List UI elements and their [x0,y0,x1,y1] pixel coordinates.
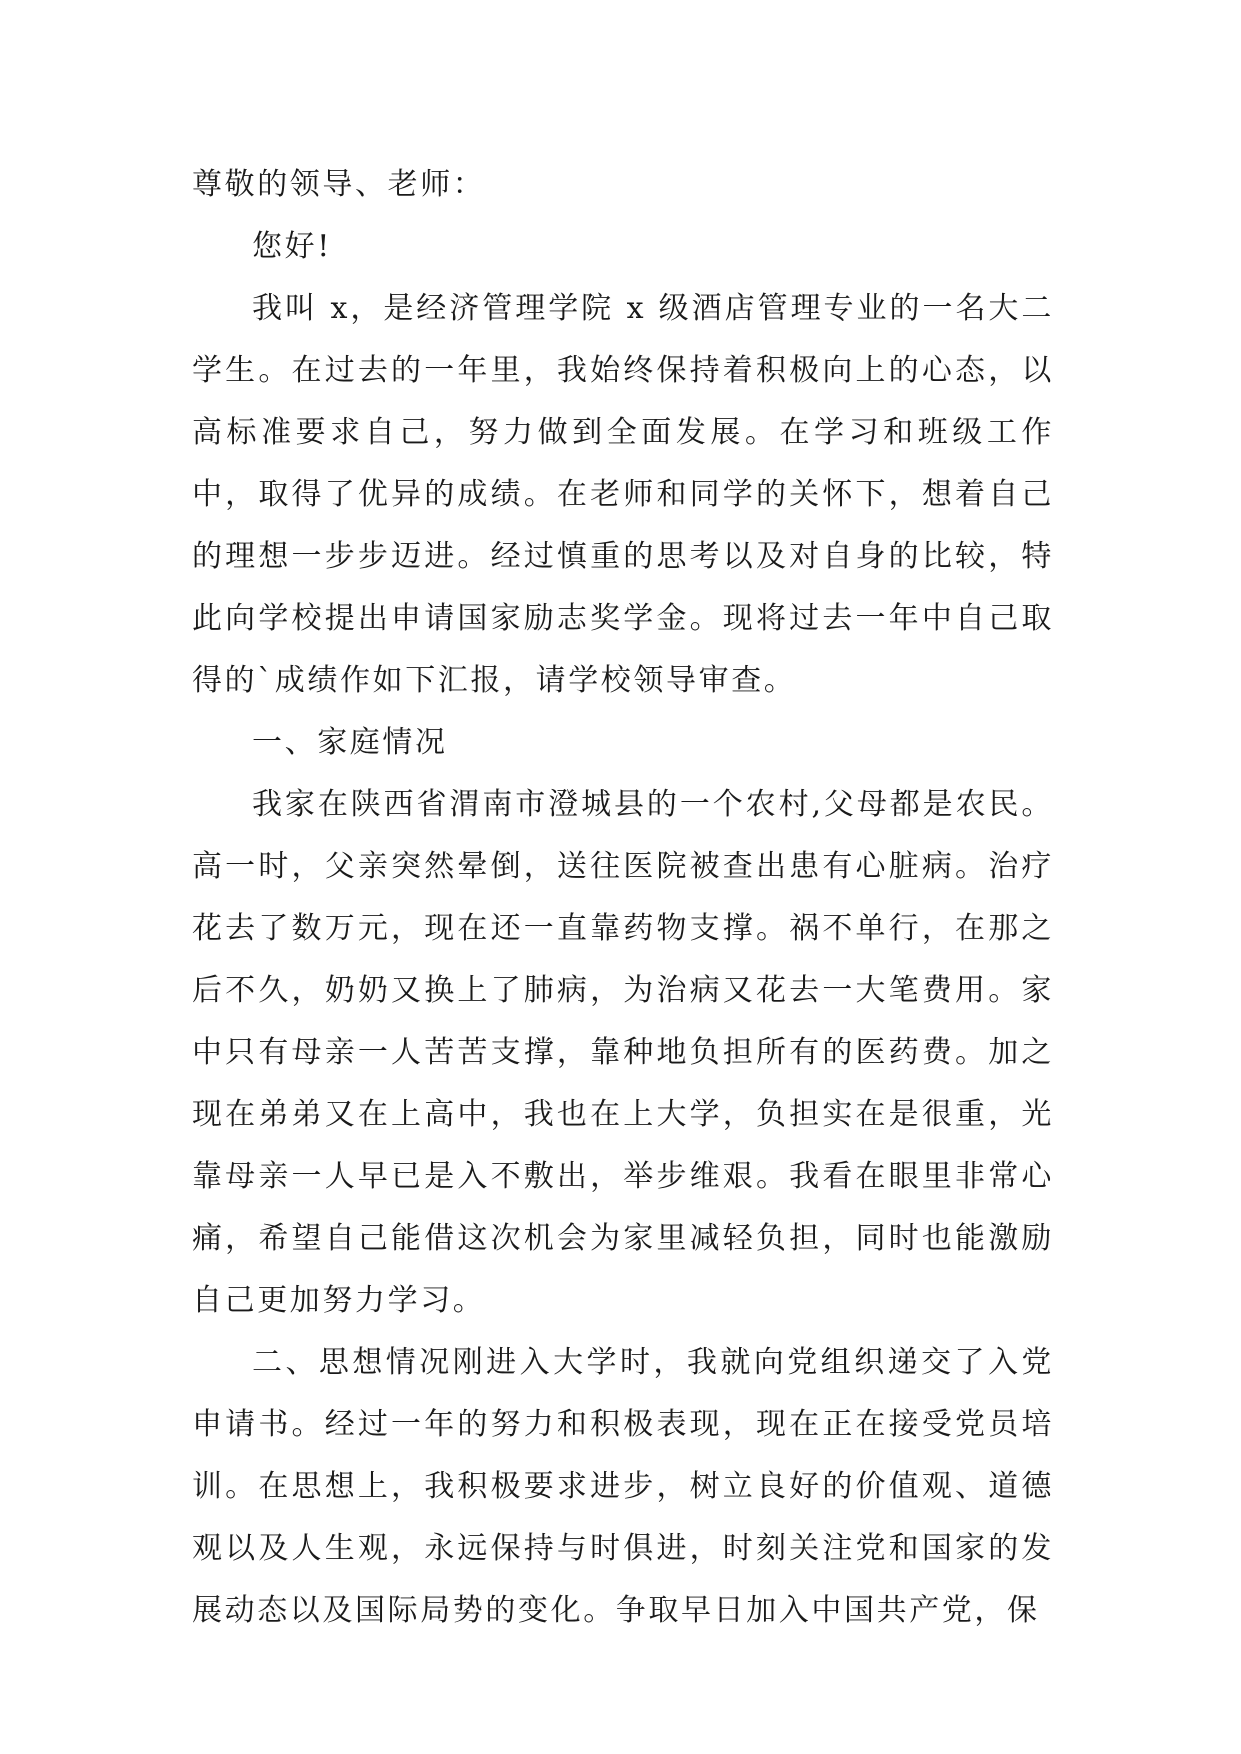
section-heading-family: 一、家庭情况 [252,725,448,760]
paragraph-introduction: 我叫 x，是经济管理学院 x 级酒店管理专业的一名大二学生。在过去的一年里，我始终保持着积极向上的心态，以高标准要求自己，努力做到全面发展。在学习和班级工作中，取得了优异的成绩。在老师和同学的关怀下，想着自己的理想一步步迈进。经过慎重的思考以及对自身的比较，特此向学校提出申请国家励志奖学金。现将过去一年中自己取得的`成绩作如下汇报，请学校领导审查。 [192,291,1054,698]
greeting: 您好! [252,229,332,264]
paragraph-family-situation: 我家在陕西省渭南市澄城县的一个农村,父母都是农民。高一时，父亲突然晕倒，送往医院被查出患有心脏病。治疗花去了数万元，现在还一直靠药物支撑。祸不单行，在那之后不久，奶奶又换上了肺病，为治病又花去一大笔费用。家中只有母亲一人苦苦支撑，靠种地负担所有的医药费。加之现在弟弟又在上高中，我也在上大学，负担实在是很重，光靠母亲一人早已是入不敷出，举步维艰。我看在眼里非常心痛，希望自己能借这次机会为家里减轻负担，同时也能激励自己更加努力学习。 [192,787,1054,1318]
salutation: 尊敬的领导、老师： [192,167,486,202]
letter-body [192,154,1054,1642]
paragraph-ideology: 二、思想情况刚进入大学时，我就向党组织递交了入党申请书。经过一年的努力和积极表现，现在正在接受党员培训。在思想上，我积极要求进步，树立良好的价值观、道德观以及人生观，永远保持与时俱进，时刻关注党和国家的发展动态以及国际局势的变化。争取早日加入中国共产党，保 [192,1345,1054,1628]
